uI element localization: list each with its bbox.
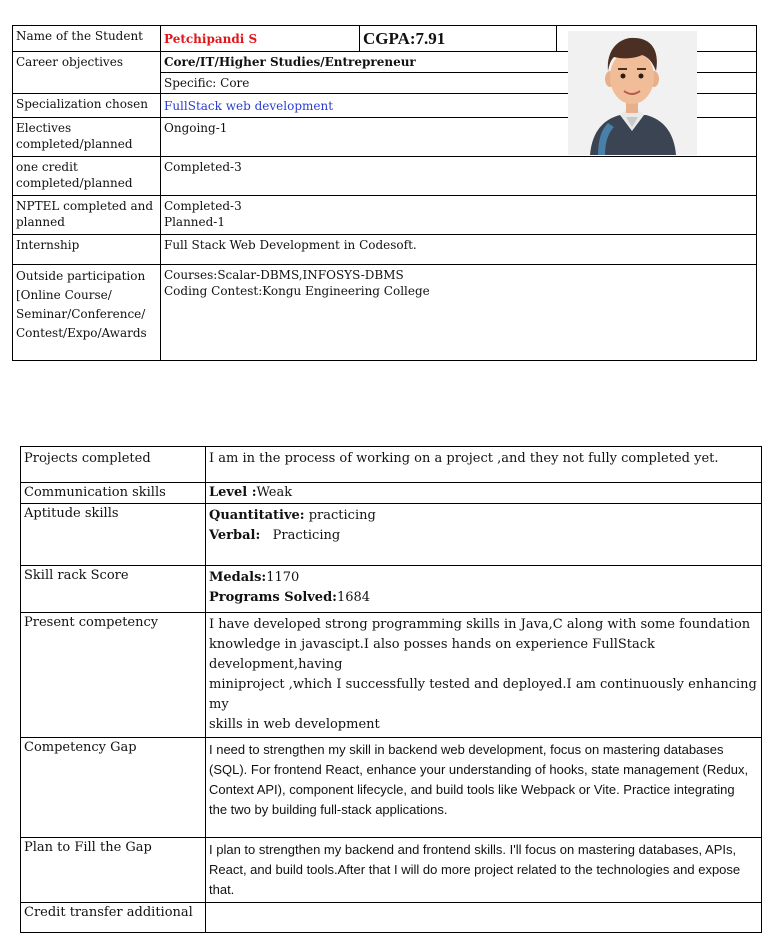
plan-label: Plan to Fill the Gap [21,838,206,903]
table-row [21,483,762,504]
competency-gap-label: Competency Gap [21,738,206,838]
table-row [13,235,757,265]
career-value: Core/IT/Higher Studies/Entrepreneur [161,52,757,73]
communication-value: Level :Weak [206,483,762,504]
electives-value: Ongoing-1 [161,118,757,157]
table-row [13,157,757,196]
nptel-label: NPTEL completed and planned [13,196,161,235]
internship-value: Full Stack Web Development in Codesoft. [161,235,757,265]
one-credit-label: one credit completed/planned [13,157,161,196]
present-competency-label: Present competency [21,613,206,738]
competency-gap-value: I need to strengthen my skill in backend web development, focus on mastering databases (SQL). For frontend React, enhance your understanding of hooks, state management (Redux, Context API), component lifecycle, and build tools like Webpack or Vite. Practice integrating the two by building full-stack applications. [206,738,762,838]
credit-transfer-label: Credit transfer additional [21,903,206,933]
table-row [21,613,762,738]
career-specific: Specific: Core [161,73,757,94]
aptitude-label: Aptitude skills [21,504,206,566]
outside-participation-value: Courses:Scalar-DBMS,INFOSYS-DBMS Coding Contest:Kongu Engineering College [161,265,757,361]
table-row [21,447,762,483]
student-name: Petchipandi S [161,26,360,52]
table-row [21,504,762,566]
name-label: Name of the Student [13,26,161,52]
avatar [568,31,697,155]
projects-label: Projects completed [21,447,206,483]
outside-participation-label: Outside participation [Online Course/ Seminar/Conference/ Contest/Expo/Awards [13,265,161,361]
specialization-label: Specialization chosen [13,94,161,118]
nptel-value: Completed-3 Planned-1 [161,196,757,235]
student-avatar-icon [568,31,697,155]
plan-value: I plan to strengthen my backend and frontend skills. I'll focus on mastering databases, APIs, React, and build tools.After that I will do more project related to the technologies and expose that. [206,838,762,903]
table-row [13,265,757,361]
present-competency-value: I have developed strong programming skills in Java,C along with some foundation knowledge in javascipt.I also posses hands on experience FullStack development,having miniproject ,which I successfully tested and deployed.I am continuously enhancing my skills in web development [206,613,762,738]
skillrack-label: Skill rack Score [21,566,206,613]
table-row [13,196,757,235]
communication-label: Communication skills [21,483,206,504]
cgpa-value: CGPA:7.91 [360,26,557,52]
skillrack-value: Medals:1170 Programs Solved:1684 [206,566,762,613]
aptitude-value: Quantitative: practicing Verbal: Practicing [206,504,762,566]
projects-value: I am in the process of working on a project ,and they not fully completed yet. [206,447,762,483]
specialization-value: FullStack web development [161,94,757,118]
table-row [21,903,762,933]
table-row [21,566,762,613]
table-row [21,738,762,838]
one-credit-value: Completed-3 [161,157,757,196]
electives-label: Electives completed/planned [13,118,161,157]
competency-table [20,446,762,933]
internship-label: Internship [13,235,161,265]
career-label: Career objectives [13,52,161,94]
credit-transfer-value [206,903,762,933]
table-row [21,838,762,903]
